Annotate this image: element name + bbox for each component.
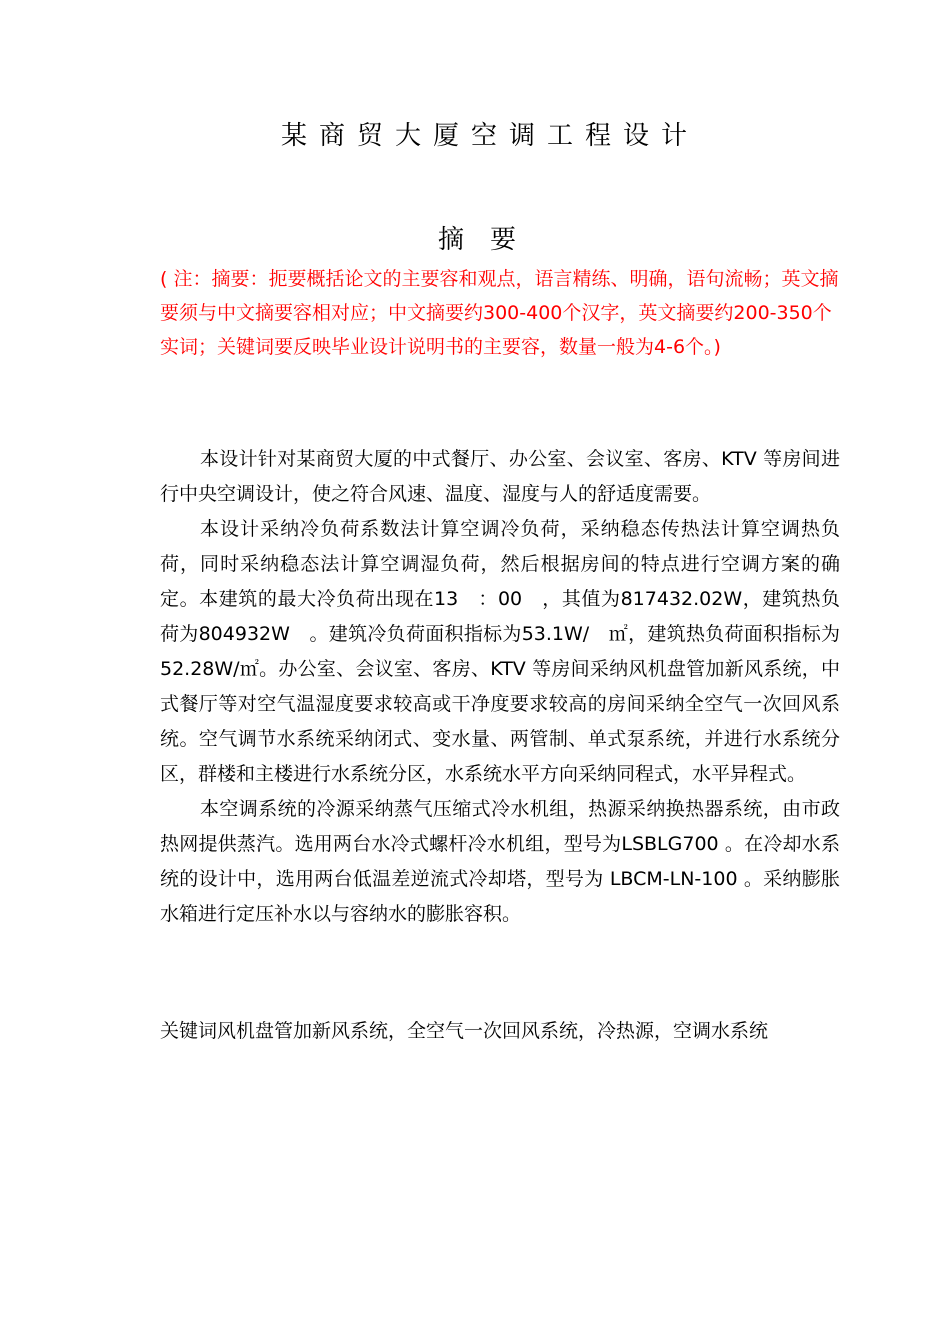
abstract-paragraph-2: 本设计采纳冷负荷系数法计算空调冷负荷，采纳稳态传热法计算空调热负荷，同时采纳稳态法计算空调湿负荷，然后根据房间的特点进行空调方案的确定。本建筑的最大冷负荷出现在13 ：00 ，其值为817432.02W，建筑热负荷为804932W 。建筑冷负荷面积指标为53.1W/ ㎡，建筑热负荷面积指标为52.28W/㎡。办公室、会议室、客房、KTV 等房间采纳风机盘管加新风系统，中式餐厅等对空气温湿度要求较高或干净度要求较高的房间采纳全空气一次回风系统。空气调节水系统采纳闭式、变水量、两管制、单式泵系统，并进行水系统分区，群楼和主楼进行水系统分区，水系统水平方向采纳同程式，水平异程式。 <box>160 518 840 785</box>
keywords-line: 关键词风机盘管加新风系统，全空气一次回风系统，冷热源，空调水系统 <box>160 1020 769 1042</box>
abstract-paragraph-3: 本空调系统的冷源采纳蒸气压缩式冷水机组，热源采纳换热器系统，由市政热网提供蒸汽。选用两台水冷式螺杆冷水机组，型号为LSBLG700 。在冷却水系统的设计中，选用两台低温差逆流式冷却塔，型号为 LBCM-LN-100 。采纳膨胀水箱进行定压补水以与容纳水的膨胀容积。 <box>160 798 840 925</box>
abstract-paragraph-1: 本设计针对某商贸大厦的中式餐厅、办公室、会议室、客房、KTV 等房间进行中央空调设计，使之符合风速、温度、湿度与人的舒适度需要。 <box>160 448 840 505</box>
abstract-heading: 摘要 <box>437 225 542 255</box>
document-title: 某商贸大厦空调工程设计 <box>280 121 699 151</box>
abstract-note: ( 注：摘要：扼要概括论文的主要容和观点，语言精练、明确，语句流畅；英文摘要须与中文摘要容相对应；中文摘要约300-400个汉字，英文摘要约200-350个实词；关键词要反映毕业设计说明书的主要容，数量一般为4-6个。) <box>160 268 839 358</box>
abstract-body <box>160 442 840 932</box>
